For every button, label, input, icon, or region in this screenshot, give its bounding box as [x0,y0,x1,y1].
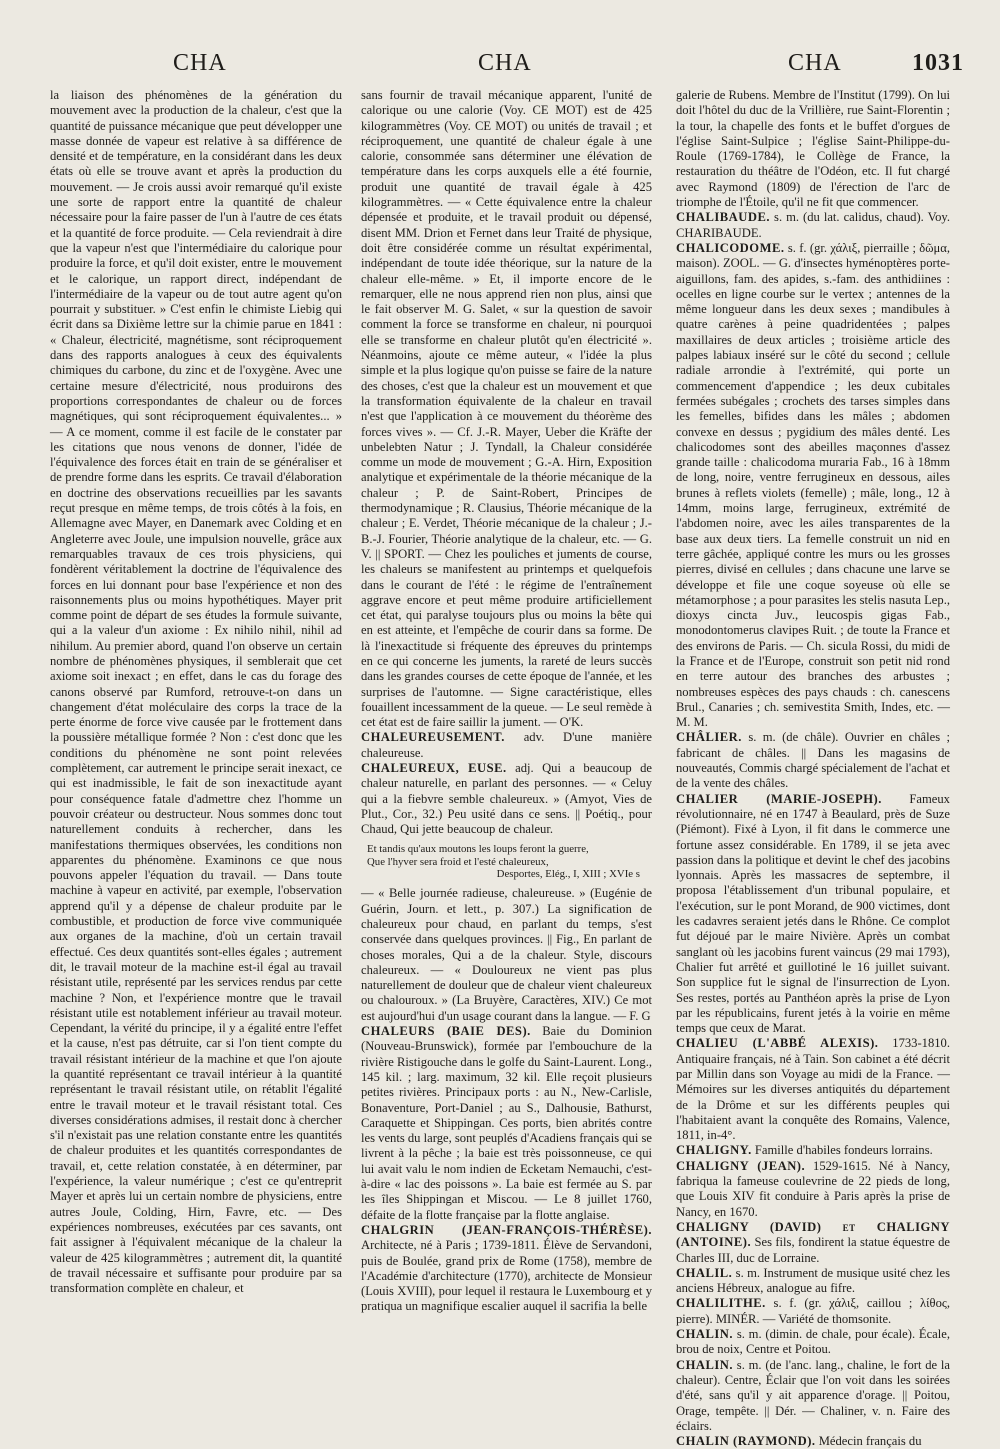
entry-headword: CHALEUREUX, EUSE. [361,761,507,776]
entry-text: Architecte, né à Paris ; 1739-1811. Élève de Servandoni, puis de Boulée, grand prix de Rome (1758), membre de l'Académie d'architecture (1770), architecte de Monsieur (Louis XVIII), pour lequel il restaura le Luxembourg et y pratiqua un magnifique escalier auquel il sacrifia la belle [361,1238,652,1314]
header-right-guideword: CHA [788,50,842,76]
text-column-left [50,88,342,1360]
entry-headword: CHALIN. [676,1357,734,1372]
entry-headword: CHALICODOME. [676,240,785,255]
entry-text: 1529-1615. Né à Nancy, fabriqua la fameuse coulevrine de 22 pieds de long, que Louis XIV fit conduire à Paris après la prise de Nancy, en 1670. [676,1158,950,1219]
dictionary-entry [676,1220,950,1266]
entry-headword: CHALEURS (BAIE DES). [361,1024,531,1039]
dictionary-entry [676,792,950,1037]
entry-text: adv. D'une manière chaleureuse. [361,730,652,760]
dictionary-entry [676,1296,950,1327]
entry-text: Famille d'habiles fondeurs lorrains. [751,1143,933,1158]
entry-text: s. f. (gr. χάλιξ, pierraille ; δῶμα, maison). ZOOL. — G. d'insectes hyménoptères porte-aiguillons, fam. des apides, s.-fam. des anthidiines : ocelles en ligne courbe sur le vertex ; antennes de la même longueur dans les deux sexes ; mandibules à quatre carènes à peine quadridentées ; palpes maxillaires de deux articles ; troisième article des palpes labiaux inséré sur le côté du second ; cellule radiale arrondie à l'extrémité, qui porte un commencement d'appendice ; les deux cubitales fermées subégales ; crochets des tarses simples dans les femelles, bifides dans les mâles ; abdomen convexe en dessus ; pygidium des mâles denté. Les chalicodomes sont des abeilles maçonnes d'assez grande taille : chalicodoma muraria Fab., 16 à 18mm de long, noire, ventre ferrugineux en dessous, ailes brunes à reflets violets (femelle) ; mâle, long., 12 à 14mm, moins large, ferrugineux, extrémité de l'abdomen noire, avec les ailes transparentes de la base aux deux tiers. La femelle construit un nid en terre gâchée, appliqué contre les murs ou les grosses pierres, divisé en cellules ; dans chacune une larve se développe et file une coque soyeuse où elle se métamorphose ; a pour parasites les stelis nasuta Lep., dioxys cincta Juv., leucospis gigas Fab., monodontomerus clavipes Ruit. ; de toute la France et des environs de Paris. — Ch. sicula Rossi, du midi de la France et de l'Europe, construit son petit nid rond en terre autour des branches des arbustes ; nombreuses espèces des pays chauds : ch. canescens Brul., Canaries ; ch. semivestita Smith, Indes, etc. — M. M. [676,240,950,730]
entry-headword: CHALIGNY (DAVID) et CHALIGNY (ANTOINE). [676,1219,950,1250]
continued-article-text: galerie de Rubens. Membre de l'Institut (1799). On lui doit l'hôtel du duc de la Vrillière, rue Saint-Florentin ; la tour, la chapelle des fonts et le buffet d'orgues de l'église Saint-Sulpice ; l'église Saint-Philippe-du-Roule (1769-1784), le Collège de France, la restauration du théâtre de l'Odéon, etc. Il fut chargé avec Raymond (1809) de l'érection de l'arc de triomphe de l'Étoile, qu'il ne fit que commencer. [676,88,950,210]
dictionary-entry [676,1036,950,1143]
verse-quotation [361,843,652,882]
entry-headword: CHALILITHE. [676,1296,766,1311]
entry-text: 1733-1810. Antiquaire français, né à Tain. Son cabinet a été décrit par Millin dans son Voyage au midi de la France. — Mémoires sur les diverses antiquités du département de la Drôme et sur les différents peuples qui l'habitaient avant la conquête des Romains, Valence, 1811, in-4°. [676,1036,950,1143]
text-column-right [676,88,950,1449]
entry-headword: CHALIL. [676,1265,733,1280]
entry-headword: CHALIER (MARIE-JOSEPH). [676,791,882,806]
dictionary-entry [676,730,950,791]
header-center-guideword: CHA [478,50,532,76]
entry-text: s. m. (de châle). Ouvrier en châles ; fabricant de châles. || Dans les magasins de nouveautés, Commis chargé spécialement de l'achat et de la vente des châles. [676,730,950,791]
dictionary-entry [361,1024,652,1223]
entry-headword: CHÂLIER. [676,730,742,745]
dictionary-entry [676,1266,950,1297]
entry-headword: CHALIN (RAYMOND). [676,1434,816,1449]
entry-headword: CHALIEU (L'ABBÉ ALEXIS). [676,1036,879,1051]
entry-continuation: — « Belle journée radieuse, chaleureuse. » (Eugénie de Guérin, Journ. et lett., p. 307.) La signification de chaleureux pour chaud, en parlant du temps, s'est conservée dans quelques provinces. || Fig., En parlant de choses morales, Qui a de la chaleur. Style, discours chaleureux. — « Douloureux ne vient pas plus naturellement de douleur que de chaleur vient chaleureux ou chalouroux. » (La Bruyère, Caractères, XIV.) Ce mot est aujourd'hui d'un usage courant dans la langue. — F. G [361,886,652,1023]
dictionary-entry [361,1223,652,1315]
page-header [0,50,1000,90]
entry-text: Ses fils, fondirent la statue équestre de Charles III, duc de Lorraine. [676,1235,950,1265]
header-left-guideword: CHA [173,50,227,76]
dictionary-entry [676,1434,950,1449]
continued-article-text: sans fournir de travail mécanique apparent, l'unité de calorique ou une calorie (Voy. CE MOT) est de 425 kilogrammètres (Voy. CE MOT) ou unités de travail ; et réciproquement, une quantité de chaleur égale à une calorie, consommée sans déterminer une élévation de température dans les corps auxquels elle a été fournie, produit une quantité de travail égale à 425 kilogrammètres. — « Cette équivalence entre la chaleur dépensée et produite, et le travail produit ou dépensé, disent MM. Drion et Fernet dans leur Traité de physique, doit être considérée comme un résultat expérimental, indépendant de toute idée théorique, sur la nature de la chaleur elle-même. » Et, il importe encore de le remarquer, elle ne nous apprend rien non plus, ainsi que le fait observer M. G. Salet, « sur la question de savoir comment la force se transforme en chaleur, ni pourquoi elle se transforme en chaleur plutôt qu'en électricité ». Néanmoins, ajoute ce même auteur, « l'idée la plus simple et la plus logique qu'on puisse se faire de la nature des choses, c'est que la chaleur est un mouvement et que la transformation équivalente de la chaleur en travail n'est que l'application à ce mouvement du théorème des forces vives ». — Cf. J.-R. Mayer, Ueber die Kräfte der unbelebten Natur ; J. Tyndall, la Chaleur considérée comme un mode de mouvement ; G.-A. Hirn, Exposition analytique et expérimentale de la théorie mécanique de la chaleur ; P. de Saint-Robert, Principes de thermodynamique ; R. Clausius, Théorie mécanique de la chaleur ; E. Verdet, Théorie mécanique de la chaleur ; J.-B.-J. Fourier, Théorie analytique de la chaleur, etc. — G. V. || SPORT. — Chez les pouliches et juments de course, les chaleurs se manifestent au printemps et quelquefois dans le courant de l'été : le régime de l'entraînement aggrave encore et peut même produire artificiellement cet état, qui paralyse toujours plus ou moins la bête qui en est atteinte, et l'empêche de courir dans sa forme. De là l'inexactitude si fréquente des épreuves du printemps en ce qui concerne les juments, la rareté de leurs succès dans les grandes courses de cette époque de l'année, et les surprises de l'automne. — Signe caractéristique, elles fouaillent incessamment de la queue. — Le seul remède à cet état est de faire saillir la jument. — O'K. [361,88,652,730]
entry-text: adj. Qui a beaucoup de chaleur naturelle, en parlant des personnes. — « Celuy qui a la fiebvre semble chaleureux. » (Amyot, Vies de Plut., Cor., 32.) Peu usité dans ce sens. || Poétiq., pour Chaud, Qui jette beaucoup de chaleur. [361,761,652,837]
entry-text: s. m. (dimin. de chale, pour écale). Écale, brou de noix, Centre et Poitou. [676,1327,950,1357]
entry-headword: CHALGRIN (JEAN-FRANÇOIS-THÉRÈSE). [361,1222,652,1237]
entry-text: s. m. (de l'anc. lang., chaline, le fort de la chaleur). Centre, Éclair que l'on voit dans les soirées d'été, sans qu'il y ait apparence d'orage. || Poitou, Orage, tempête. || Dér. — Chaliner, v. n. Faire des éclairs. [676,1357,950,1433]
dictionary-entry [361,730,652,761]
entry-headword: CHALIGNY. [676,1143,752,1158]
entry-text: Fameux révolutionnaire, né en 1747 à Beaulard, près de Suze (Piémont). Fixé à Lyon, il fit dans le commerce une fortune assez considérable. En 1789, il se jeta avec passion dans la politique et devint le chef des jacobins lyonnais. Après les massacres de septembre, il proposa l'établissement d'un tribunal populaire, et l'exécution, sur le pont Morand, de 900 victimes, dont les cadavres seraient jetés dans le Rhône. Ce complot fut déjoué par le maire Nivière. Après un combat sanglant où les jacobins furent vaincus (29 mai 1793), Chalier fut arrêté et guillotiné le 16 juillet suivant. Son supplice fut le signal de l'insurrection de Lyon. Ses restes, portés au Panthéon après la prise de Lyon par les républicains, furent jetés à la voirie en même temps que ceux de Marat. [676,791,950,1036]
entry-text: s. m. Instrument de musique usité chez les anciens Hébreux, analogue au fifre. [676,1265,950,1296]
entry-headword: CHALIN. [676,1327,734,1342]
quote-line: Et tandis qu'aux moutons les loups feront la guerre, [367,842,589,855]
dictionary-entry [361,761,652,837]
entry-headword: CHALEUREUSEMENT. [361,730,505,745]
dictionary-entry [676,1358,950,1434]
dictionary-entry [676,1327,950,1358]
dictionary-entry [676,1143,950,1158]
quote-line: Que l'hyver sera froid et l'esté chaleureux, [367,855,549,868]
entry-headword: CHALIGNY (JEAN). [676,1158,806,1173]
entry-headword: CHALIBAUDE. [676,210,771,225]
page-number: 1031 [912,50,964,76]
entry-text: Médecin français du [815,1434,922,1449]
entry-text: s. m. (du lat. calidus, chaud). Voy. CHARIBAUDE. [676,210,950,240]
continued-article-text: la liaison des phénomènes de la génération du mouvement avec la production de la chaleur, c'est que la quantité de puissance mécanique que peut développer une masse donnée de vapeur est relative à sa différence de densité et de température, en la considérant dans les deux états où elle se trouve avant et après la production du mouvement. — Je crois aussi avoir remarqué qu'il existe une sorte de rapport entre la quantité de chaleur nécessaire pour la faire passer de l'un à l'autre de ces états et la quantité de force produite. — Cela reviendrait à dire que la vapeur n'est que l'intermédiaire du calorique pour produire la force, et qu'il doit exister, entre le mouvement et le calorique, un rapport direct, indépendant de l'intermédiaire de la vapeur ou de tout autre agent qu'on pourrait y substituer. » C'est enfin le chimiste Liebig qui écrit dans sa Dixième lettre sur la chimie parue en 1841 : « Chaleur, électricité, magnétisme, sont réciproquement dans des rapports analogues à ceux des équivalents chimiques du carbone, du zinc et de l'oxygène. Avec une certaine mesure d'électricité, nous produirons des proportions correspondantes de chaleur ou de forces magnétiques, qui sont réciproquement équivalentes... » — A ce moment, comme il est facile de le constater par les citations que nous venons de donner, l'idée de l'équivalence des forces était en train de se généraliser et de prendre forme dans les esprits. Ce travail d'élaboration en doctrine des observations recueillies par les savants reçut presque en même temps, de trois côtés à la fois, en Allemagne avec Mayer, en Danemark avec Colding et en Angleterre avec Joule, une impulsion nouvelle, grâce aux remarquables travaux de ces trois physiciens, qui fondèrent véritablement la doctrine de l'équivalence des forces en lui donnant pour base l'expérience et non des raisonnements plus ou moins hypothétiques. Mayer prit comme point de départ de ses études la formule suivante, qui a la valeur d'un axiome : Ex nihilo nihil, nihil ad nihilum. Au premier abord, quand l'on observe un certain nombre de phénomènes physiques, il semblerait que cet axiome soit inexact ; en effet, dans le cas du forage des canons observé par Rumford, retrouve-t-on dans un changement d'état moléculaire des corps la trace de la perte énorme de force vive causée par le frottement dans la poussière métallique formée ? Non : c'est donc que les conditions du phénomène ne sont point relevées complètement, car autrement le principe serait inexact, ce qui est inadmissible, le fait de son inexactitude ayant pour conséquence fatale d'admettre chez l'homme un pouvoir créateur ou destructeur. Nous sommes donc tout naturellement conduits à rechercher, dans les manifestations thermiques observées, les conditions non apparentes du phénomène. Examinons ce que nous pouvons appeler l'équation du travail. — Dans toute machine à vapeur en activité, par exemple, l'observation apprend qu'il y a dépense de chaleur produite par le combustible, et production de force vive communiquée aux organes de la machine, d'où un certain travail effectué. Ces deux quantités sont-elles égales ; autrement dit, le travail moteur de la machine est-il égal au travail résistant utile, représenté par les services rendus par cette machine ? Non, et l'expérience montre que le travail résistant utile est notablement inférieur au travail moteur. Cependant, la vérité du principe, il y a égalité entre l'effet et la cause, n'est pas détruite, car si l'on tient compte du travail résistant intérieur de la machine et que l'on ajoute la quantité représentant ce travail intérieur à la quantité représentant le travail résistant utile, on rétablit l'égalité entre le travail moteur et le travail résistant total. Ces diverses considérations admises, il restait donc à chercher s'il n'existait pas une relation constante entre les quantités de chaleur produites et les quantités correspondantes de travail, et, cette relation constatée, à en déterminer, par l'expérience, la valeur numérique ; c'est ce qu'entreprit Mayer et après lui un certain nombre de physiciens, entre autres Joule, Colding, Hirn, Favre, etc. — Des expériences nombreuses, exécutées par ces savants, ont fait assigner à l'équivalent mécanique de la chaleur la valeur de 425 kilogrammètres ; autrement dit, la quantité de travail nécessaire et suffisante pour produire par sa transformation complète en chaleur, et [50,88,342,1296]
quote-source: Desportes, Elég., I, XIII ; XVIe s [496,868,640,881]
dictionary-entry [676,210,950,241]
text-column-middle [361,88,652,1360]
entry-text: Baie du Dominion (Nouveau-Brunswick), formée par l'embouchure de la rivière Ristigouche dans le golfe du Saint-Laurent. Long., 145 kil. ; larg. maximum, 32 kil. Elle reçoit plusieurs petites rivières. Principaux ports : au N., New-Carlisle, Bonaventure, Port-Daniel ; au S., Dalhousie, Bathurst, Caraquette et Shippingan. Ces ports, bien abrités contre les vents du large, sont peuplés d'Acadiens français qui se livrent à la pêche ; la baie est très poissonneuse, ce qui lui avait valu le nom indien de Ecketam Nemauchi, c'est-à-dire « lac des poissons ». La baie est fermée au S. par les îles Shippingan et Miscou. — Le 8 juillet 1760, défaite de la flotte française par la flotte anglaise. [361,1024,653,1222]
dictionary-entry [676,1159,950,1220]
dictionary-entry [676,241,950,731]
entry-text: s. f. (gr. χάλιξ, caillou ; λίθος, pierre). MINÉR. — Variété de thomsonite. [676,1296,950,1326]
